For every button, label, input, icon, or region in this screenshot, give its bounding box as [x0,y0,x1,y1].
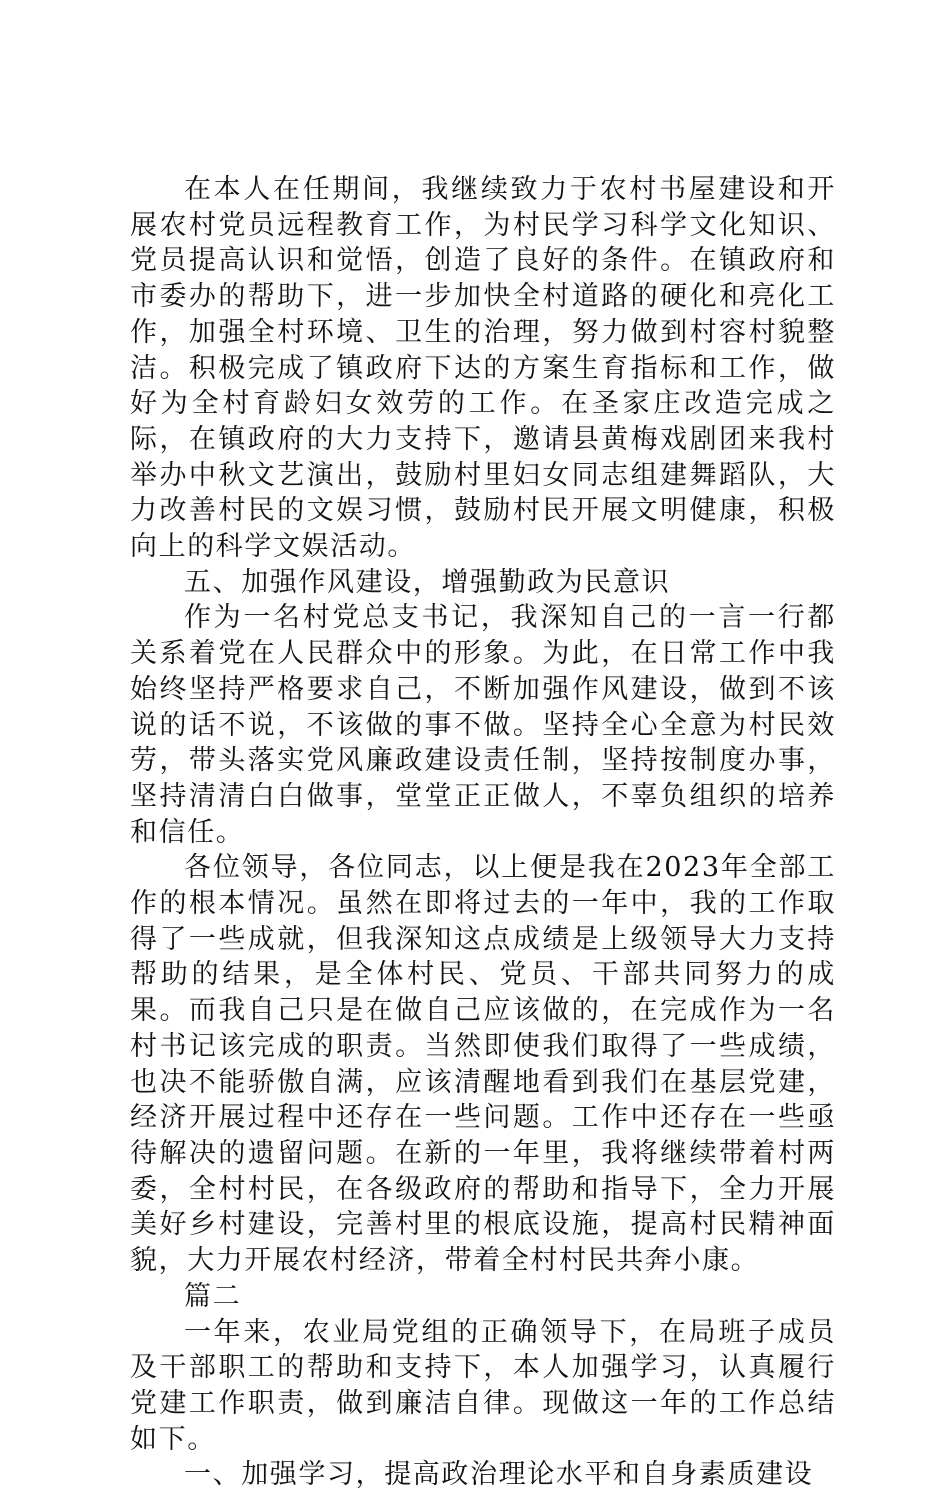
paragraph-part-two-intro: 一年来，农业局党组的正确领导下，在局班子成员及干部职工的帮助和支持下，本人加强学习，认真履行党建工作职责，做到廉洁自律。现做这一年的工作总结如下。 [130,1316,836,1455]
paragraph-work-style: 作为一名村党总支书记，我深知自己的一言一行都关系着党在人民群众中的形象。为此，在日常工作中我始终坚持严格要求自己，不断加强作风建设，做到不该说的话不说，不该做的事不做。坚持全心全意为村民效劳，带头落实党风廉政建设责任制，坚持按制度办事，坚持清清白白做事，堂堂正正做人，不辜负组织的培养和信任。 [130,602,836,848]
document-body [130,172,836,1493]
paragraph-summary: 各位领导，各位同志，以上便是我在2023年全部工作的根本情况。虽然在即将过去的一年中，我的工作取得了一些成就，但我深知这点成绩是上级领导大力支持帮助的结果，是全体村民、党员、干部共同努力的成果。而我自己只是在做自己应该做的，在完成作为一名村书记该完成的职责。当然即使我们取得了一些成绩，也决不能骄傲自满，应该清醒地看到我们在基层党建，经济开展过程中还存在一些问题。工作中还存在一些亟待解决的遗留问题。在新的一年里，我将继续带着村两委，全村村民，在各级政府的帮助和指导下，全力开展美好乡村建设，完善村里的根底设施，提高村民精神面貌，大力开展农村经济，带着全村村民共奔小康。 [130,852,836,1277]
part-two-heading: 篇二 [184,1280,242,1312]
paragraph-rural-library: 在本人在任期间，我继续致力于农村书屋建设和开展农村党员远程教育工作，为村民学习科学文化知识、党员提高认识和觉悟，创造了良好的条件。在镇政府和市委办的帮助下，进一步加快全村道路的硬化和亮化工作，加强全村环境、卫生的治理，努力做到村容村貌整洁。积极完成了镇政府下达的方案生育指标和工作，做好为全村育龄妇女效劳的工作。在圣家庄改造完成之际，在镇政府的大力支持下，邀请县黄梅戏剧团来我村举办中秋文艺演出，鼓励村里妇女同志组建舞蹈队，大力改善村民的文娱习惯，鼓励村民开展文明健康，积极向上的科学文娱活动。 [130,174,836,563]
section-heading-work-style: 五、加强作风建设，增强勤政为民意识 [184,566,671,598]
section-heading-study: 一、加强学习，提高政治理论水平和自身素质建设 [184,1459,814,1491]
